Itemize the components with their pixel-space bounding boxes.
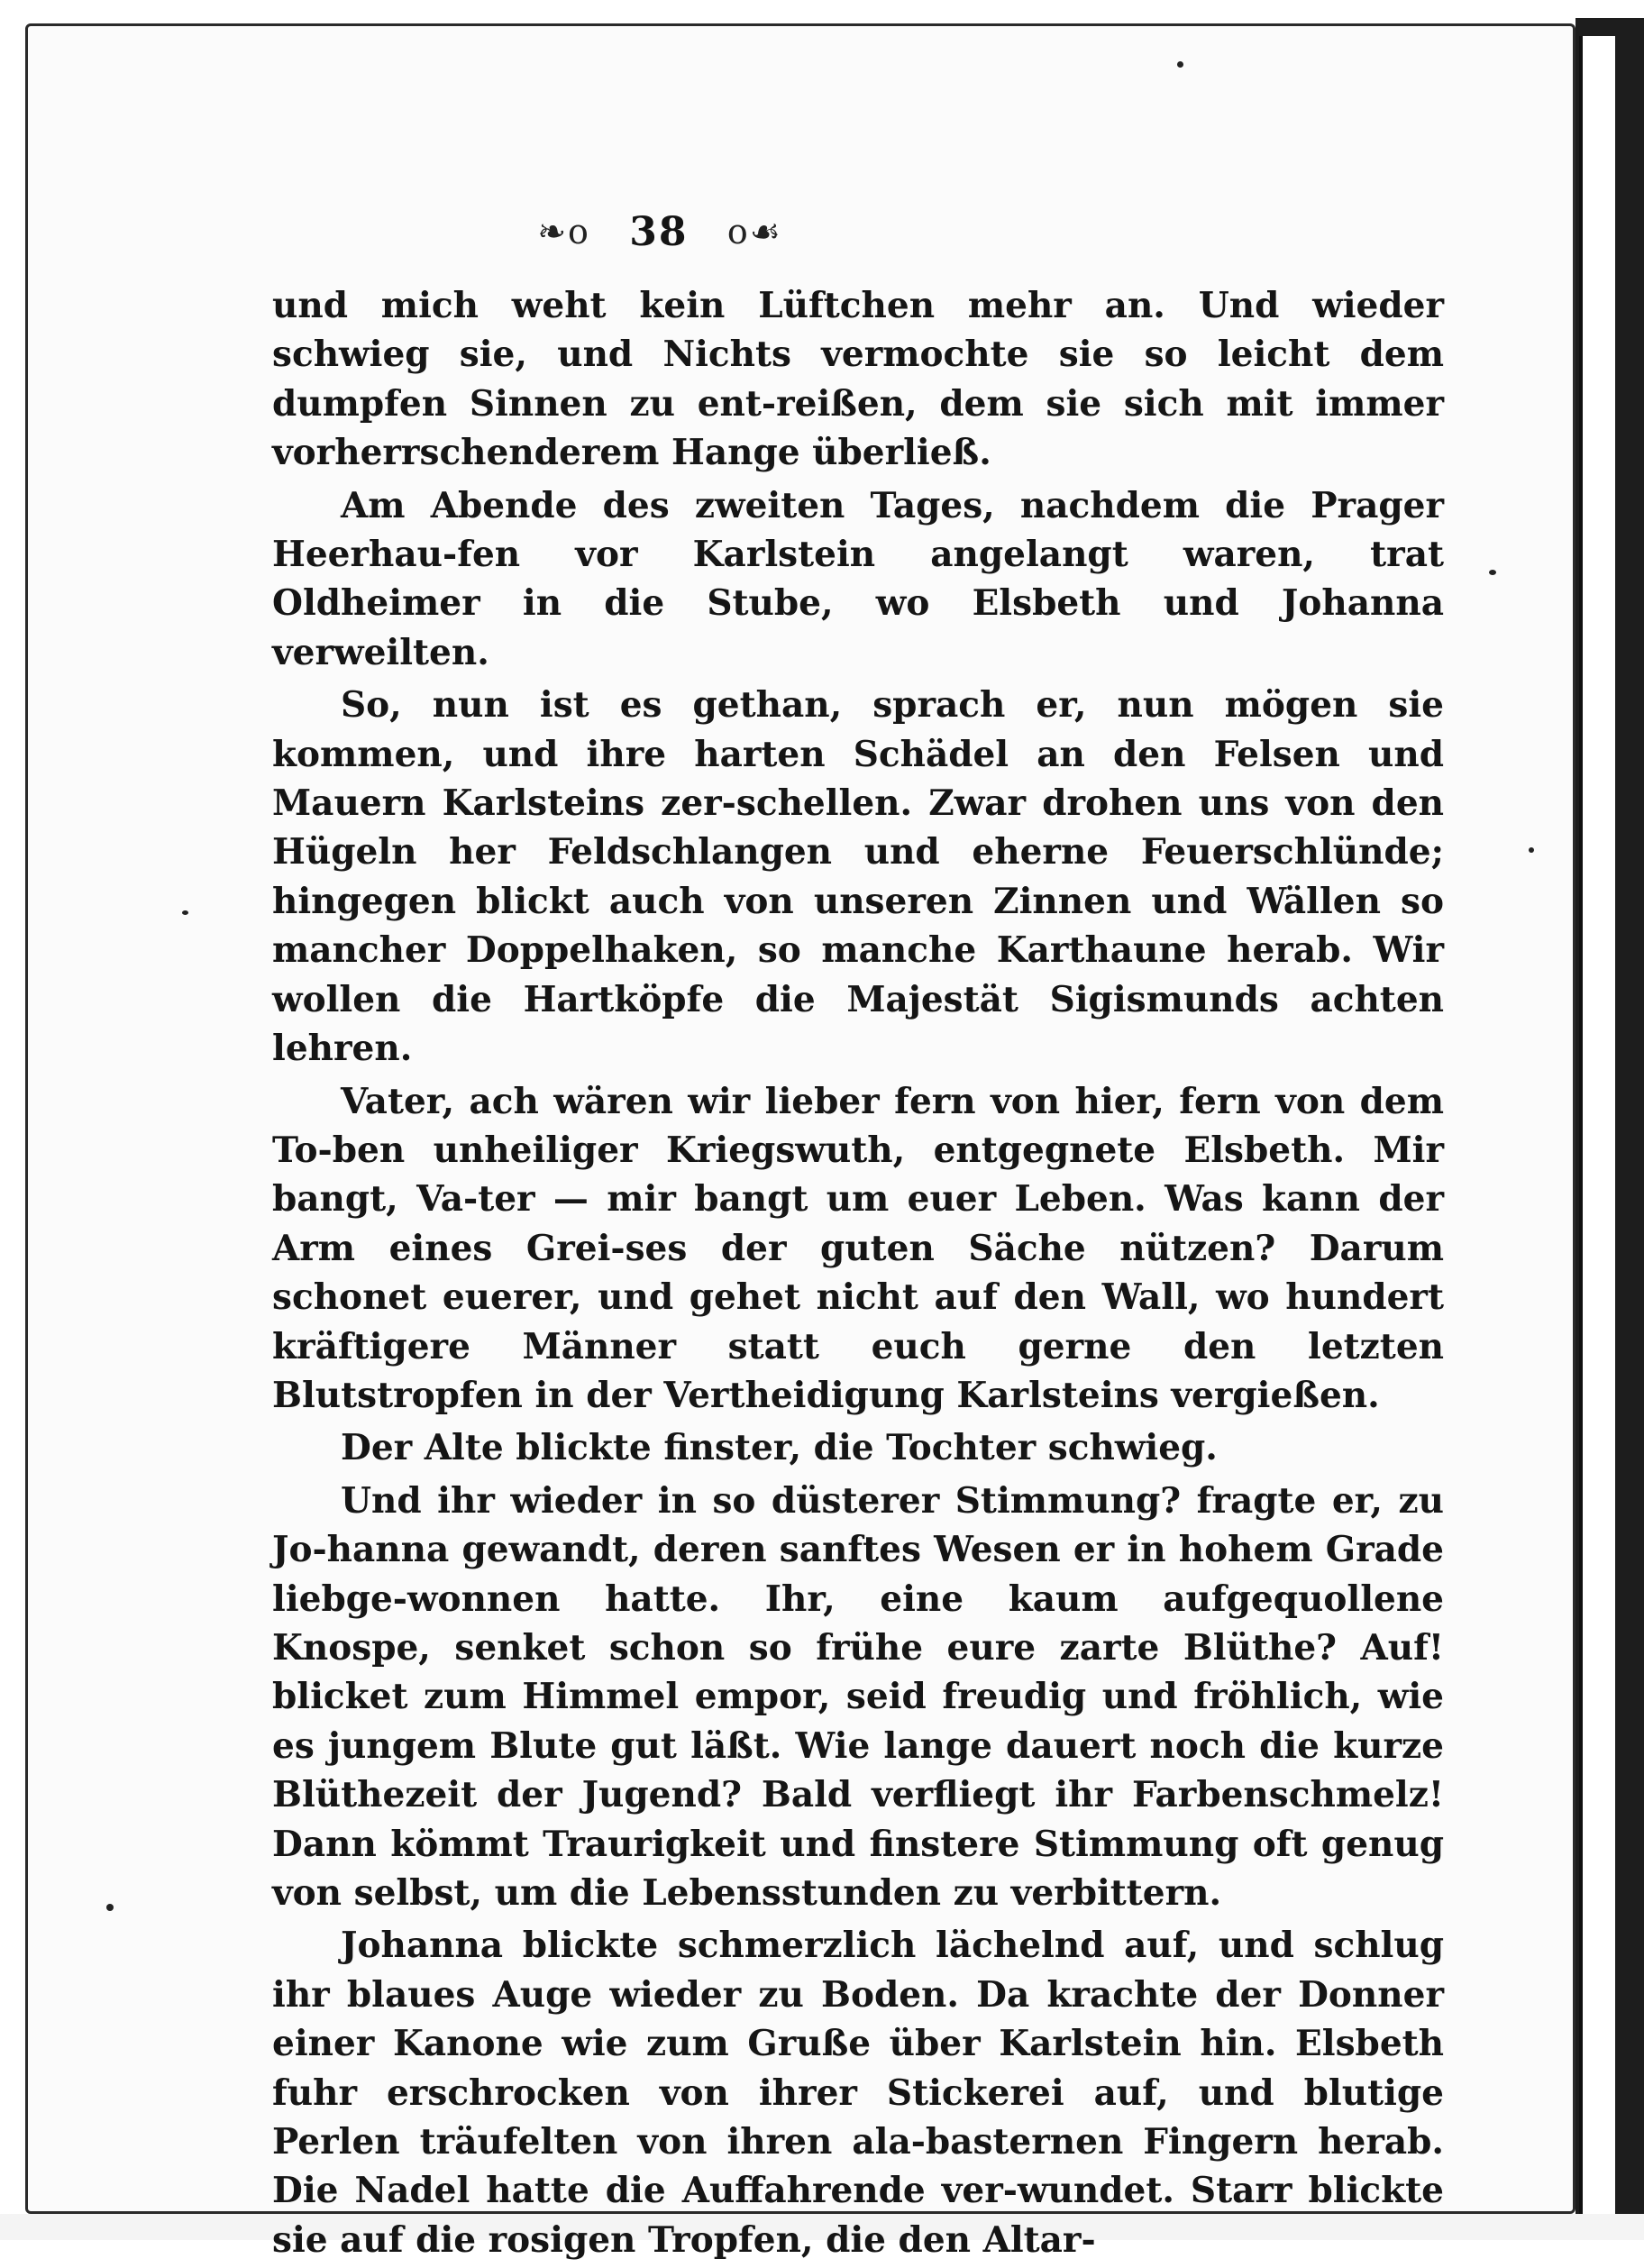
paragraph: So, nun ist es gethan, sprach er, nun mögen sie kommen, und ihre harten Schädel an den Felsen und Mauern Karlsteins zer-schellen. Zwar drohen uns von den Hügeln her Feldschlangen und eherne Feuerschlünde; hingegen blickt auch von unseren Zinnen und Wällen so mancher Doppelhaken, so manche Karthaune herab. Wir wollen die Hartköpfe die Majestät Sigismunds achten lehren.: [272, 684, 1444, 1070]
ink-speck: [1489, 570, 1496, 575]
paragraph: Johanna blickte schmerzlich lächelnd auf, und schlug ihr blaues Auge wieder zu Boden. Da krachte der Donner einer Kanone wie zum Gruße über Karlstein hin. Elsbeth fuhr erschrocken von ihrer Stickerei auf, und blutige Perlen träufelten von ihren ala-basternen Fingern herab. Die Nadel hatte die Auffahrende ver-wundet. Starr blickte sie auf die rosigen Tropfen, die den Altar-: [272, 1925, 1444, 2261]
page-number: 38: [629, 209, 689, 255]
next-page-edge: [1579, 36, 1615, 2218]
paragraph: Und ihr wieder in so düsterer Stimmung? fragte er, zu Jo-hanna gewandt, deren sanftes Wesen er in hohem Grade liebge-wonnen hatte. Ihr, eine kaum aufgequollene Knospe, senket schon so frühe eure zarte Blüthe? Auf! blicket zum Himmel empor, seid freudig und fröhlich, wie es jungem Blute gut läßt. Wie lange dauert noch die kurze Blüthezeit der Jugend? Bald verfliegt ihr Farbenschmelz! Dann kömmt Traurigkeit und finstere Stimmung oft genug von selbst, um die Lebensstunden zu verbittern.: [272, 1479, 1444, 1914]
ornament-left-icon: ❧o: [537, 212, 590, 251]
body-text: [272, 281, 1444, 2268]
ink-speck: [106, 1904, 114, 1911]
page-number-line: [537, 209, 782, 255]
paragraph: Vater, ach wären wir lieber fern von hier, fern von dem To-ben unheiliger Kriegswuth, entgegnete Elsbeth. Mir bangt, Va-ter — mir bangt um euer Leben. Was kann der Arm eines Grei-ses der guten Säche nützen? Darum schonet euerer, und gehet nicht auf den Wall, wo hundert kräftigere Männer statt euch gerne den letzten Blutstropfen in der Vertheidigung Karlsteins vergießen.: [272, 1080, 1444, 1416]
paragraph: Der Alte blickte finster, die Tochter schwieg.: [341, 1427, 1218, 1469]
ink-speck: [1529, 847, 1534, 853]
ink-speck: [182, 910, 188, 915]
ink-speck: [1177, 61, 1183, 68]
paragraph: und mich weht kein Lüftchen mehr an. Und wieder schwieg sie, und Nichts vermochte sie so leicht dem dumpfen Sinnen zu ent-reißen, dem sie sich mit immer vorherrschenderem Hange überließ.: [272, 285, 1444, 474]
page-header: [0, 209, 1644, 255]
paragraph: Am Abende des zweiten Tages, nachdem die Prager Heerhau-fen vor Karlstein angelangt waren, trat Oldheimer in die Stube, wo Elsbeth und Johanna verweilten.: [272, 484, 1444, 673]
ornament-right-icon: o☙: [726, 212, 782, 251]
